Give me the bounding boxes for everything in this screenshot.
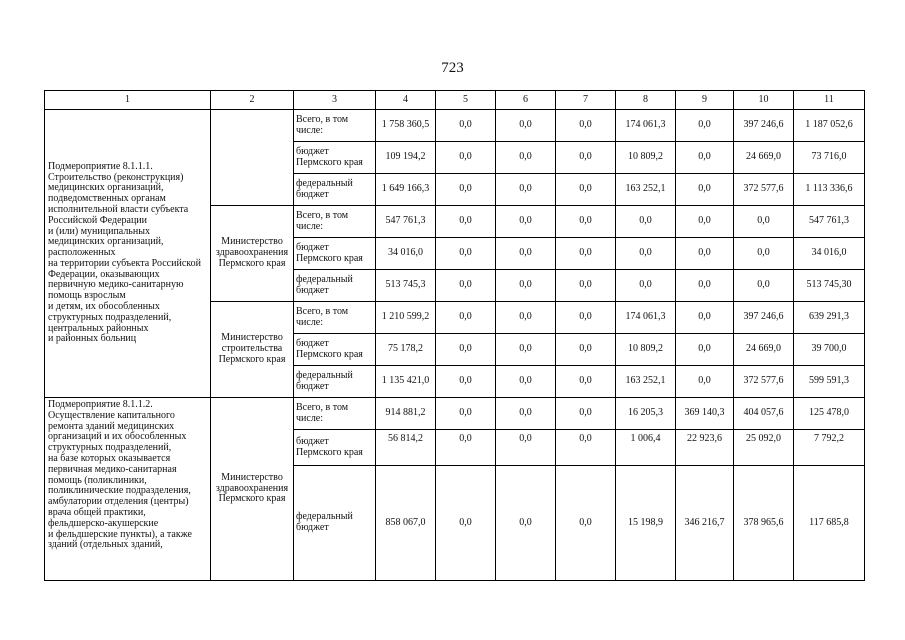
- value-cell: 0,0: [436, 366, 496, 398]
- value-cell: 547 761,3: [376, 206, 436, 238]
- value-cell: 0,0: [496, 398, 556, 430]
- value-cell: 117 685,8: [794, 466, 865, 581]
- value-cell: 0,0: [556, 174, 616, 206]
- value-cell: 0,0: [436, 270, 496, 302]
- value-cell: 0,0: [676, 334, 734, 366]
- funding-source: Всего, в том числе:: [294, 302, 376, 334]
- header-row: [45, 91, 865, 110]
- value-cell: 56 814,2: [376, 430, 436, 466]
- value-cell: 1 187 052,6: [794, 110, 865, 142]
- value-cell: 1 210 599,2: [376, 302, 436, 334]
- value-cell: 369 140,3: [676, 398, 734, 430]
- value-cell: 372 577,6: [734, 174, 794, 206]
- value-cell: 0,0: [436, 430, 496, 466]
- value-cell: 0,0: [556, 366, 616, 398]
- funding-source: федеральный бюджет: [294, 270, 376, 302]
- value-cell: 1 135 421,0: [376, 366, 436, 398]
- value-cell: 109 194,2: [376, 142, 436, 174]
- column-header: 4: [376, 91, 436, 110]
- value-cell: 513 745,30: [794, 270, 865, 302]
- value-cell: 0,0: [556, 206, 616, 238]
- column-header: 10: [734, 91, 794, 110]
- value-cell: 10 809,2: [616, 142, 676, 174]
- executor-cell: [211, 110, 294, 206]
- value-cell: 0,0: [556, 334, 616, 366]
- value-cell: 0,0: [734, 238, 794, 270]
- value-cell: 10 809,2: [616, 334, 676, 366]
- value-cell: 34 016,0: [376, 238, 436, 270]
- value-cell: 0,0: [436, 466, 496, 581]
- value-cell: 0,0: [676, 302, 734, 334]
- value-cell: 378 965,6: [734, 466, 794, 581]
- value-cell: 174 061,3: [616, 302, 676, 334]
- value-cell: 0,0: [556, 238, 616, 270]
- value-cell: 24 669,0: [734, 142, 794, 174]
- table-row: [45, 110, 865, 142]
- value-cell: 0,0: [556, 430, 616, 466]
- value-cell: 404 057,6: [734, 398, 794, 430]
- value-cell: 0,0: [676, 366, 734, 398]
- column-header: 11: [794, 91, 865, 110]
- value-cell: 25 092,0: [734, 430, 794, 466]
- funding-source: бюджет Пермского края: [294, 334, 376, 366]
- value-cell: 513 745,3: [376, 270, 436, 302]
- value-cell: 0,0: [496, 302, 556, 334]
- funding-source: Всего, в том числе:: [294, 110, 376, 142]
- value-cell: 0,0: [556, 142, 616, 174]
- value-cell: 0,0: [496, 110, 556, 142]
- column-header: 3: [294, 91, 376, 110]
- funding-source: бюджет Пермского края: [294, 238, 376, 270]
- value-cell: 22 923,6: [676, 430, 734, 466]
- value-cell: 0,0: [556, 270, 616, 302]
- budget-table: [44, 90, 865, 581]
- value-cell: 0,0: [496, 142, 556, 174]
- value-cell: 163 252,1: [616, 174, 676, 206]
- value-cell: 34 016,0: [794, 238, 865, 270]
- value-cell: 0,0: [436, 142, 496, 174]
- value-cell: 0,0: [496, 206, 556, 238]
- value-cell: 0,0: [496, 334, 556, 366]
- value-cell: 0,0: [676, 142, 734, 174]
- value-cell: 0,0: [436, 302, 496, 334]
- value-cell: 372 577,6: [734, 366, 794, 398]
- value-cell: 15 198,9: [616, 466, 676, 581]
- value-cell: 163 252,1: [616, 366, 676, 398]
- value-cell: 1 113 336,6: [794, 174, 865, 206]
- value-cell: 1 758 360,5: [376, 110, 436, 142]
- page-number: 723: [441, 60, 464, 76]
- value-cell: 397 246,6: [734, 302, 794, 334]
- value-cell: 0,0: [436, 110, 496, 142]
- column-header: 1: [45, 91, 211, 110]
- value-cell: 0,0: [496, 366, 556, 398]
- funding-source: федеральный бюджет: [294, 366, 376, 398]
- executor-cell: Министерство здравоохранения Пермского края: [211, 206, 294, 302]
- executor-cell: Министерство здравоохранения Пермского края: [211, 398, 294, 581]
- value-cell: 0,0: [676, 174, 734, 206]
- funding-source: федеральный бюджет: [294, 466, 376, 581]
- funding-source: бюджет Пермского края: [294, 142, 376, 174]
- value-cell: 0,0: [734, 206, 794, 238]
- value-cell: 0,0: [616, 270, 676, 302]
- value-cell: 0,0: [496, 238, 556, 270]
- submeasure-name: Подмероприятие 8.1.1.2. Осуществление капитального ремонта зданий медицинских организаций и их обособленных структурных подразделений, на базе которых оказывается первичная медико-санитарная помощь (поликлиники, поликлинические подразделения, амбулатории отделения (центры) врача общей практики, фельдшерско-акушерские и фельдшерские пункты), а также зданий (отдельных зданий,: [45, 398, 211, 581]
- value-cell: 0,0: [436, 238, 496, 270]
- value-cell: 174 061,3: [616, 110, 676, 142]
- funding-source: Всего, в том числе:: [294, 206, 376, 238]
- column-header: 2: [211, 91, 294, 110]
- value-cell: 0,0: [436, 398, 496, 430]
- value-cell: 0,0: [436, 206, 496, 238]
- value-cell: 1 649 166,3: [376, 174, 436, 206]
- value-cell: 0,0: [676, 206, 734, 238]
- value-cell: 0,0: [556, 302, 616, 334]
- value-cell: 0,0: [616, 238, 676, 270]
- funding-source: бюджет Пермского края: [294, 430, 376, 466]
- value-cell: 599 591,3: [794, 366, 865, 398]
- value-cell: 125 478,0: [794, 398, 865, 430]
- column-header: 7: [556, 91, 616, 110]
- column-header: 5: [436, 91, 496, 110]
- value-cell: 547 761,3: [794, 206, 865, 238]
- value-cell: 0,0: [616, 206, 676, 238]
- table-row: [45, 398, 865, 430]
- value-cell: 1 006,4: [616, 430, 676, 466]
- value-cell: 0,0: [496, 466, 556, 581]
- column-header: 8: [616, 91, 676, 110]
- value-cell: 0,0: [496, 174, 556, 206]
- value-cell: 0,0: [676, 110, 734, 142]
- funding-source: федеральный бюджет: [294, 174, 376, 206]
- value-cell: 0,0: [556, 398, 616, 430]
- funding-source: Всего, в том числе:: [294, 398, 376, 430]
- column-header: 9: [676, 91, 734, 110]
- column-header: 6: [496, 91, 556, 110]
- value-cell: 16 205,3: [616, 398, 676, 430]
- value-cell: 0,0: [556, 110, 616, 142]
- value-cell: 0,0: [676, 238, 734, 270]
- value-cell: 346 216,7: [676, 466, 734, 581]
- value-cell: 0,0: [436, 334, 496, 366]
- value-cell: 75 178,2: [376, 334, 436, 366]
- value-cell: 73 716,0: [794, 142, 865, 174]
- value-cell: 0,0: [676, 270, 734, 302]
- value-cell: 24 669,0: [734, 334, 794, 366]
- executor-cell: Министерство строительства Пермского края: [211, 302, 294, 398]
- value-cell: 639 291,3: [794, 302, 865, 334]
- submeasure-name: Подмероприятие 8.1.1.1. Строительство (реконструкция) медицинских организаций, подведомственных органам исполнительной власти субъекта Российской Федерации и (или) муниципальных медицинских организаций, расположенных на территории субъекта Российской Федерации, оказывающих первичную медико-санитарную помощь взрослым и детям, их обособленных структурных подразделений, центральных районных и районных больниц: [45, 110, 211, 398]
- value-cell: 0,0: [496, 430, 556, 466]
- value-cell: 0,0: [556, 466, 616, 581]
- value-cell: 858 067,0: [376, 466, 436, 581]
- value-cell: 39 700,0: [794, 334, 865, 366]
- value-cell: 0,0: [734, 270, 794, 302]
- value-cell: 914 881,2: [376, 398, 436, 430]
- value-cell: 0,0: [496, 270, 556, 302]
- value-cell: 397 246,6: [734, 110, 794, 142]
- value-cell: 0,0: [436, 174, 496, 206]
- value-cell: 7 792,2: [794, 430, 865, 466]
